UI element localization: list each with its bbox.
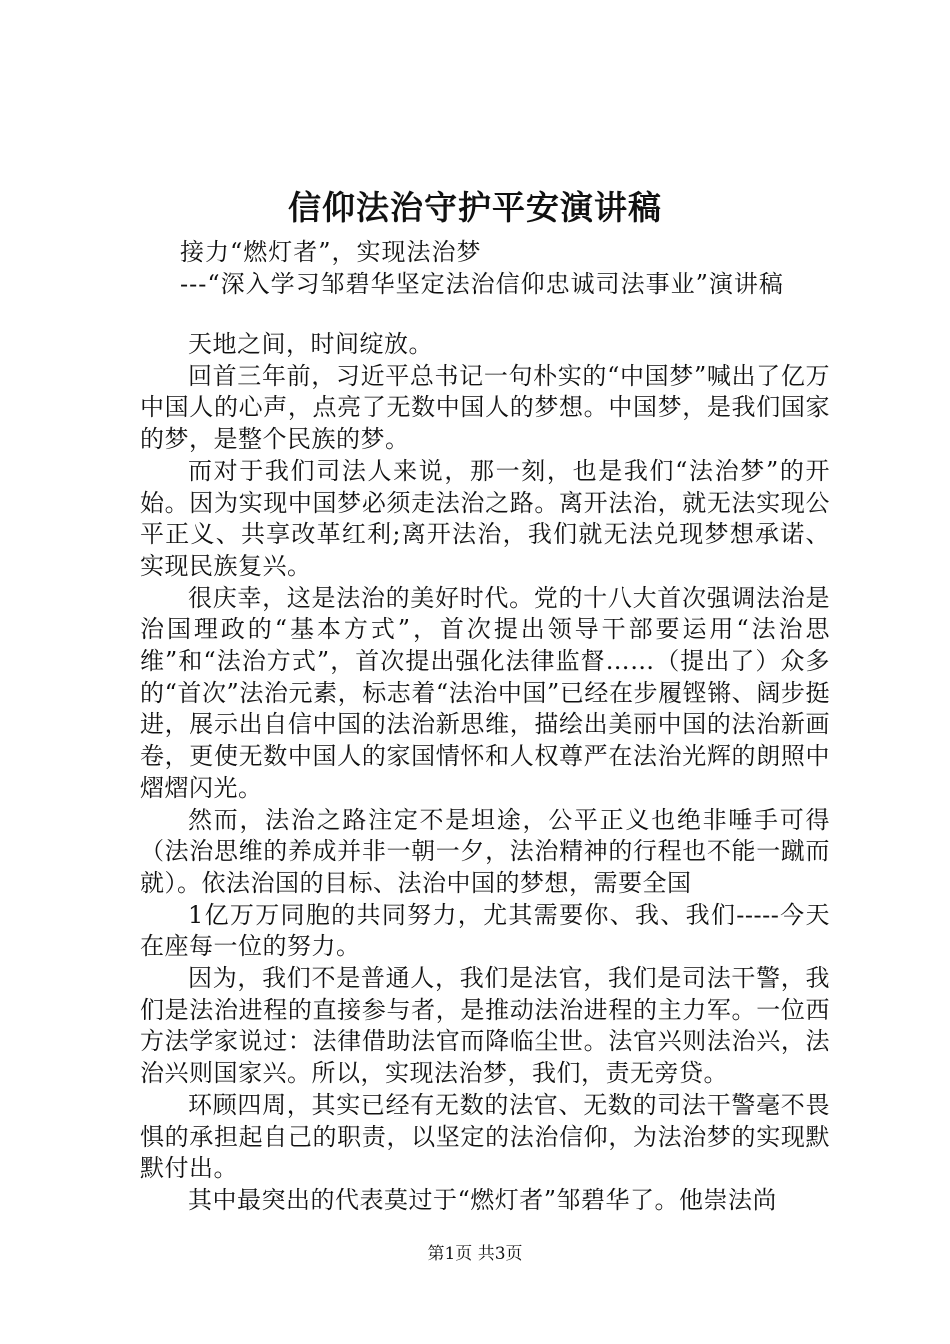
paragraph: 环顾四周，其实已经有无数的法官、无数的司法干警毫不畏惧的承担起自己的职责，以坚定的法治信仰，为法治梦的实现默默付出。 <box>140 1090 830 1183</box>
document-title: 信仰法治守护平安演讲稿 <box>288 188 662 227</box>
paragraph: 其中最突出的代表莫过于“燃灯者”邹碧华了。他崇法尚 <box>188 1185 778 1214</box>
paragraph: 天地之间，时间绽放。 <box>188 330 433 358</box>
document-subtitle-2: ---“深入学习邹碧华坚定法治信仰忠诚司法事业”演讲稿 <box>180 270 784 298</box>
document-body <box>140 329 830 1217</box>
paragraph: 1亿万万同胞的共同努力，尤其需要你、我、我们-----今天在座每一位的努力。 <box>140 900 830 961</box>
paragraph: 回首三年前，习近平总书记一句朴实的“中国梦”喊出了亿万中国人的心声，点亮了无数中国人的梦想。中国梦，是我们国家的梦，是整个民族的梦。 <box>140 361 830 454</box>
paragraph: 而对于我们司法人来说，那一刻，也是我们“法治梦”的开始。因为实现中国梦必须走法治之路。离开法治，就无法实现公平正义、共享改革红利;离开法治，我们就无法兑现梦想承诺、实现民族复兴。 <box>140 456 830 580</box>
paragraph: 因为，我们不是普通人，我们是法官，我们是司法干警，我们是法治进程的直接参与者，是推动法治进程的主力军。一位西方法学家说过：法律借助法官而降临尘世。法官兴则法治兴，法治兴则国家兴。所以，实现法治梦，我们，责无旁贷。 <box>140 964 830 1088</box>
page-footer: 第1页 共3页 <box>427 1244 523 1264</box>
paragraph: 很庆幸，这是法治的美好时代。党的十八大首次强调法治是治国理政的“基本方式”，首次提出领导干部要运用“法治思维”和“法治方式”，首次提出强化法律监督……（提出了）众多的“首次”法治元素，标志着“法治中国”已经在步履铿锵、阔步挺进，展示出自信中国的法治新思维，描绘出美丽中国的法治新画卷，更使无数中国人的家国情怀和人权尊严在法治光辉的朗照中熠熠闪光。 <box>140 583 830 802</box>
document-subtitle: 接力“燃灯者”，实现法治梦 <box>180 238 482 266</box>
paragraph: 然而，法治之路注定不是坦途，公平正义也绝非唾手可得（法治思维的养成并非一朝一夕，法治精神的行程也不能一蹴而就）。依法治国的目标、法治中国的梦想，需要全国 <box>140 805 830 897</box>
